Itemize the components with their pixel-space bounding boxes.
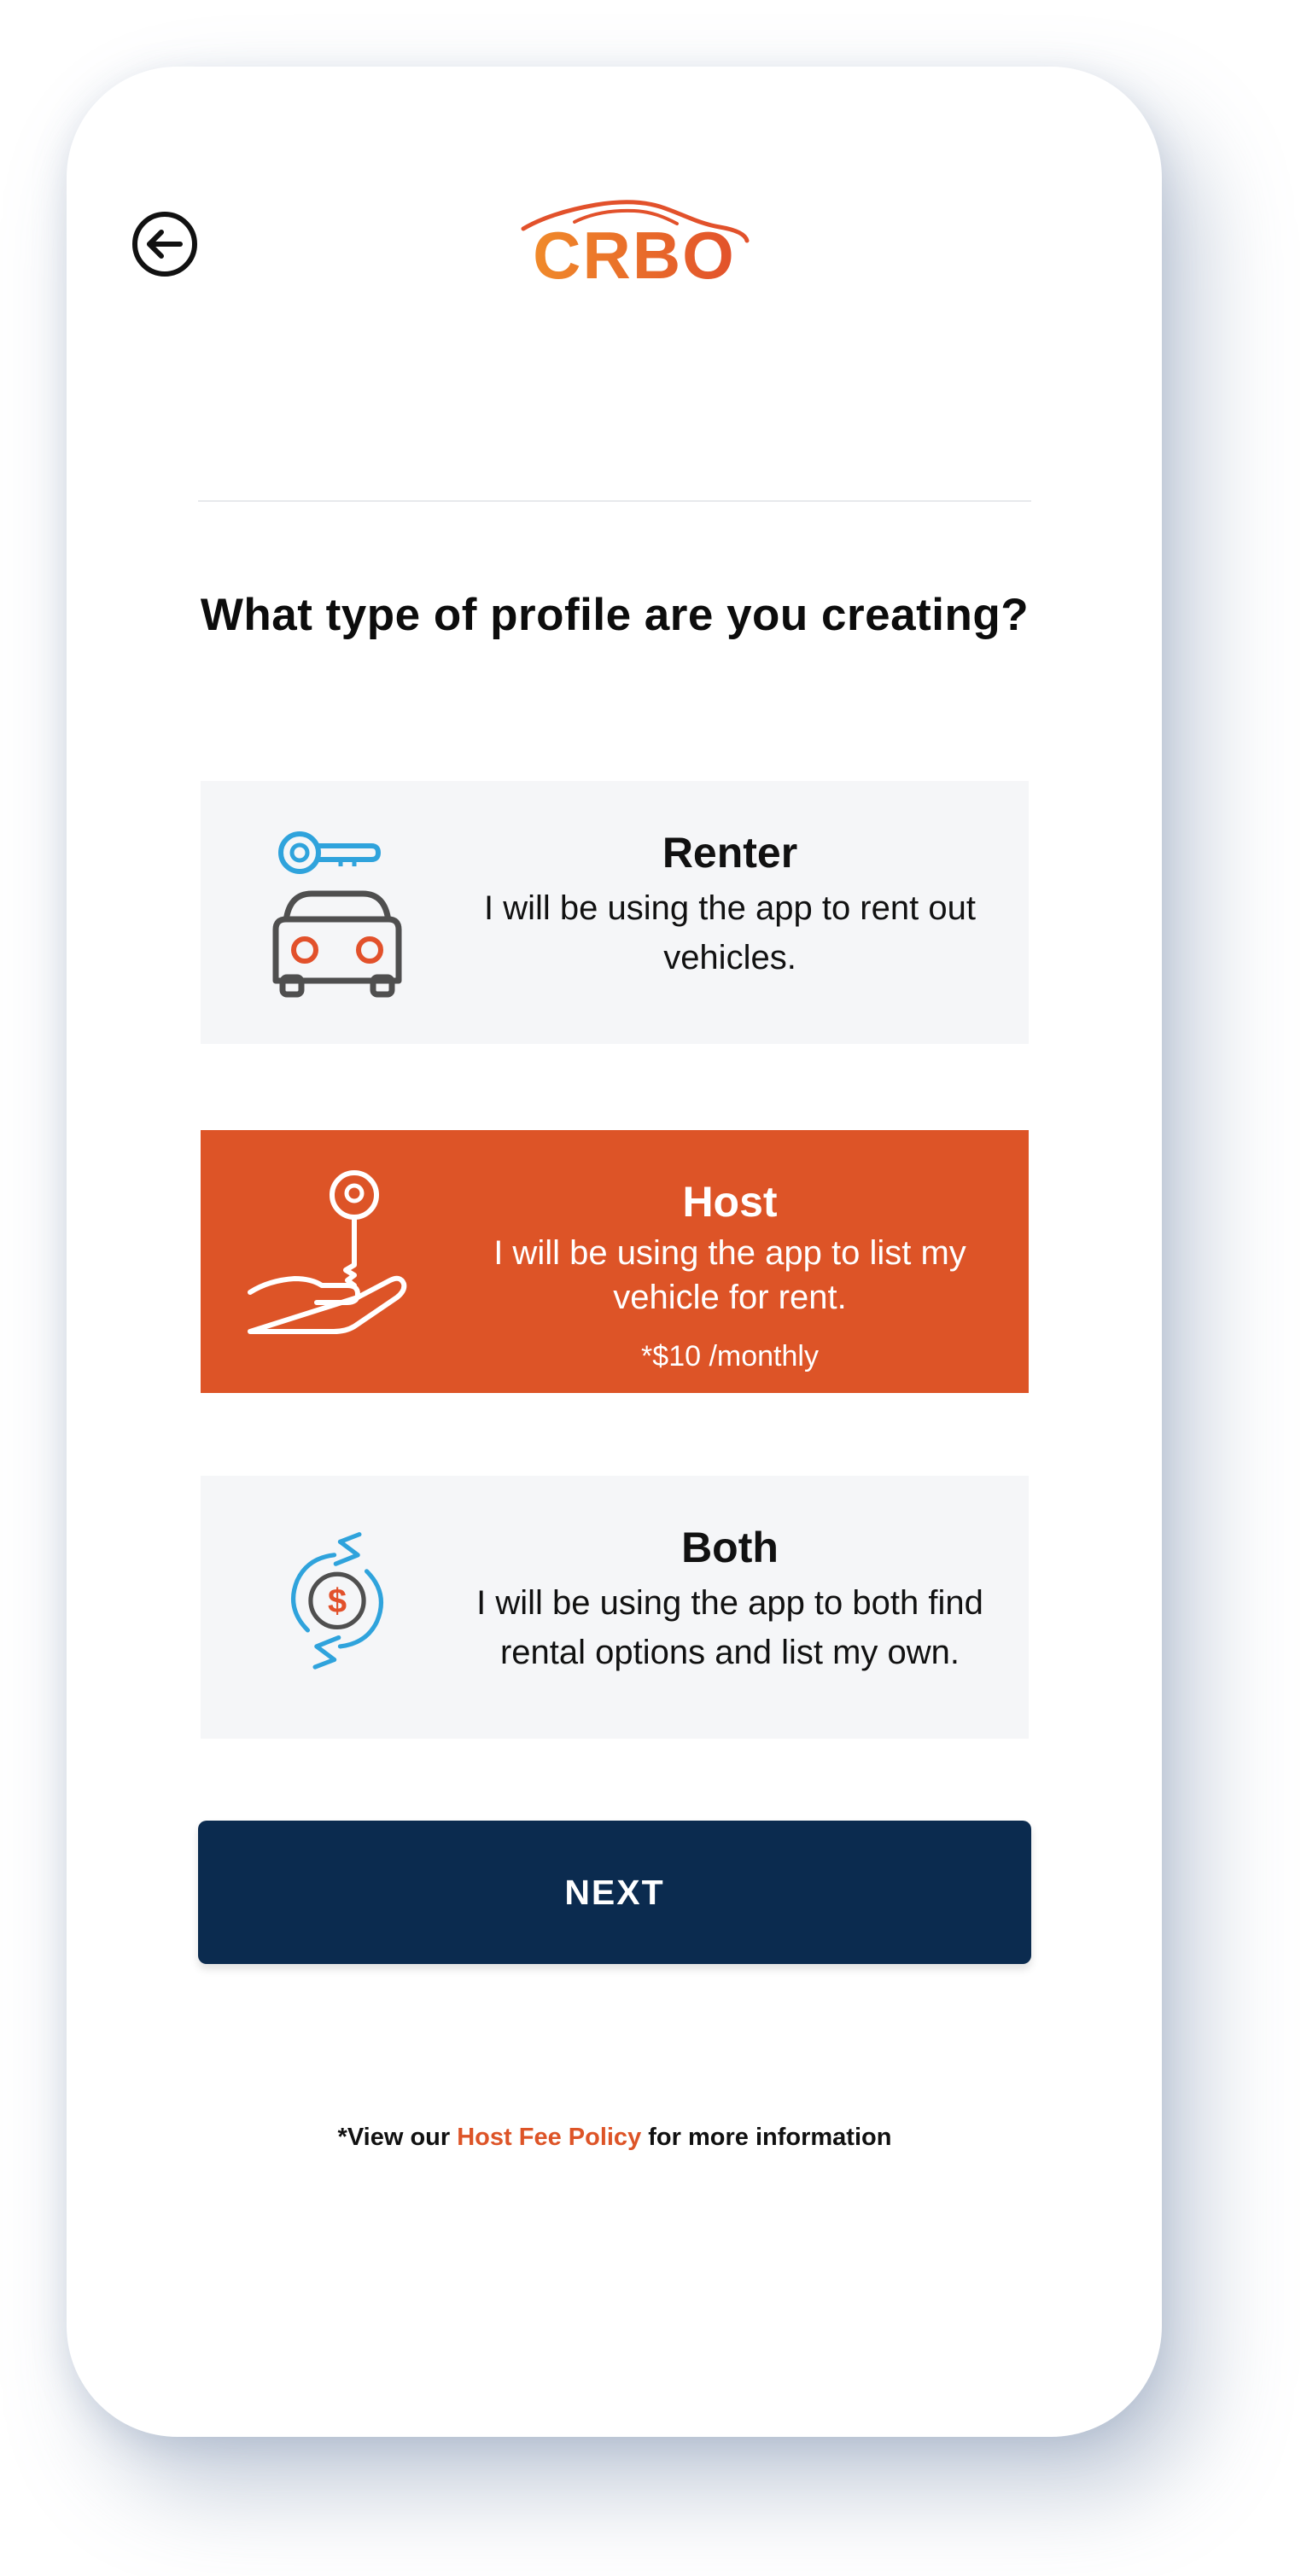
page-title: What type of profile are you creating? bbox=[200, 590, 1030, 640]
policy-suffix: for more information bbox=[641, 2124, 892, 2151]
option-title: Host bbox=[682, 1178, 778, 1226]
policy-prefix: *View our bbox=[337, 2124, 458, 2151]
option-host-text bbox=[457, 1130, 1003, 1393]
crbo-logo bbox=[515, 193, 754, 295]
option-description: I will be using the app to list my vehicle for rent. bbox=[493, 1234, 966, 1316]
divider bbox=[198, 500, 1031, 502]
option-host[interactable] bbox=[201, 1130, 1029, 1393]
arrow-left-circle-icon bbox=[131, 210, 199, 278]
car-key-icon bbox=[252, 819, 423, 1006]
option-renter-text bbox=[457, 781, 1003, 1044]
host-fee-policy-note bbox=[198, 2120, 1031, 2154]
host-fee-policy-link[interactable]: Host Fee Policy bbox=[457, 2124, 642, 2151]
option-description: I will be using the app to both find rental options and list my own. bbox=[476, 1584, 983, 1671]
price-note: *$10 /monthly bbox=[641, 1340, 819, 1373]
phone-screen bbox=[67, 67, 1162, 2437]
hand-key-icon bbox=[243, 1164, 414, 1352]
option-title: Both bbox=[681, 1524, 779, 1571]
back-button[interactable] bbox=[131, 210, 199, 278]
dollar-exchange-icon bbox=[260, 1527, 414, 1689]
next-button[interactable]: NEXT bbox=[198, 1821, 1031, 1964]
svg-text:$: $ bbox=[327, 1582, 347, 1621]
option-description: I will be using the app to rent out vehicles. bbox=[484, 889, 976, 976]
logo-text: CRBO bbox=[533, 218, 736, 293]
option-both-text bbox=[457, 1476, 1003, 1739]
option-renter[interactable] bbox=[201, 781, 1029, 1044]
option-both[interactable] bbox=[201, 1476, 1029, 1739]
option-title: Renter bbox=[662, 829, 798, 877]
